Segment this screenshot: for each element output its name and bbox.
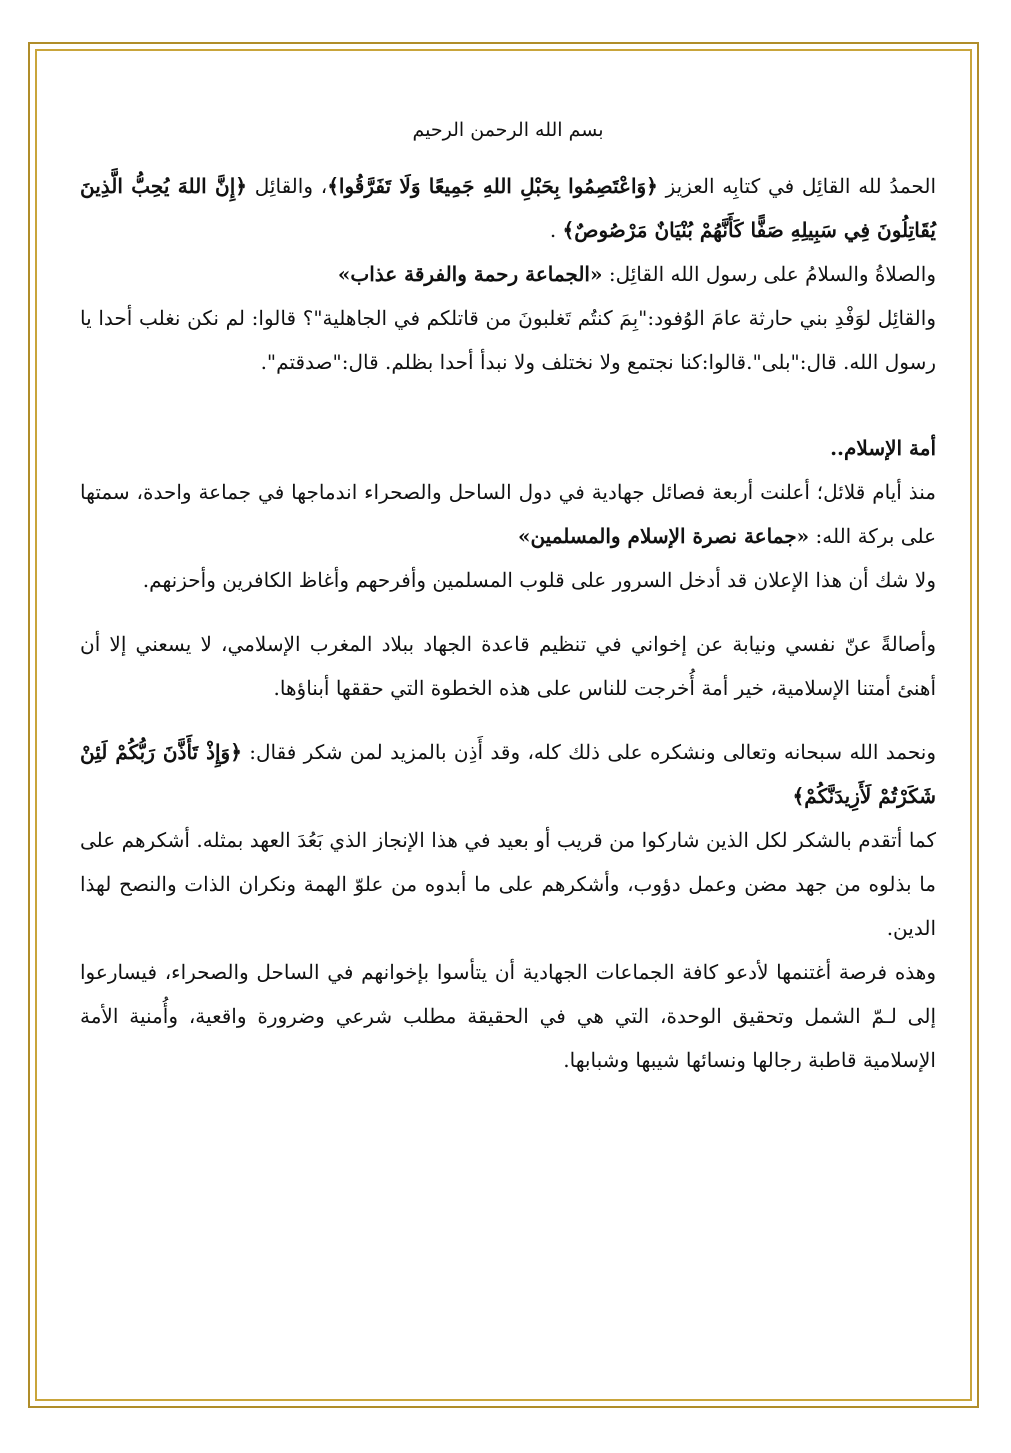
quran-verse-3: ﴿وَإِذْ تَأَذَّنَ رَبُّكُمْ لَئِنْ شَكَرْتُمْ لَأَزِيدَنَّكُمْ﴾ <box>80 740 936 808</box>
quran-verse-2: ﴿إِنَّ اللهَ يُحِبُّ الَّذِينَ يُقَاتِلُونَ فِي سَبِيلِهِ صَفًّا كَأَنَّهُمْ بُنْيَانٌ مَرْصُوصٌ﴾ <box>80 174 936 242</box>
paragraph-gratitude <box>80 730 936 818</box>
quran-verse-1: ﴿وَاعْتَصِمُوا بِحَبْلِ اللهِ جَمِيعًا وَلَا تَفَرَّقُوا﴾ <box>327 174 658 198</box>
group-name-quote: «جماعة نصرة الإسلام والمسلمين» <box>517 524 810 548</box>
spacer <box>80 710 936 730</box>
paragraph-announcement-text: منذ أيام قلائل؛ أعلنت أربعة فصائل جهادية في دول الساحل والصحراء اندماجها في جماعة واحدة، سمتها على بركة الله: <box>80 480 936 548</box>
paragraph-delegation: والقائِل لوَفْدِ بني حارثة عامَ الوُفود:"بِمَ كنتُم تَغلبونَ من قاتلكم في الجاهلية"؟ قالوا: لم نكن نغلب أحدا يا رسول الله. قال:"بلى".قالوا:كنا نجتمع ولا نختلف ولا نبدأ أحدا بظلم. قال:"صدقتم". <box>80 306 936 374</box>
paragraph-announcement <box>80 470 936 558</box>
section-heading: أمة الإسلام.. <box>830 436 936 460</box>
hadith-quote: «الجماعة رحمة والفرقة عذاب» <box>337 262 603 286</box>
spacer <box>80 602 936 622</box>
paragraph-opening-text-b: ، والقائِل <box>247 174 328 198</box>
basmala: بسم الله الرحمن الرحيم <box>412 119 604 141</box>
paragraph-opening-text-a: الحمدُ لله القائِل في كتابِه العزيز <box>657 174 936 198</box>
paragraph-opening <box>80 164 936 252</box>
paragraph-salutation-text: والصلاةُ والسلامُ على رسول الله القائِل: <box>602 262 936 286</box>
paragraph-congratulation: وأصالةً عنّ نفسي ونيابة عن إخواني في تنظيم قاعدة الجهاد ببلاد المغرب الإسلامي، لا يسعني إلا أن أهنئ أمتنا الإسلامية، خير أمة أُخرجت للناس على هذه الخطوة التي حققها أبناؤها. <box>80 632 936 700</box>
paragraph-opening-text-c: . <box>549 218 563 242</box>
paragraph-thanks: كما أتقدم بالشكر لكل الذين شاركوا من قريب أو بعيد في هذا الإنجاز الذي بَعُدَ العهد بمثله. أشكرهم على ما بذلوه من جهد مضن وعمل دؤوب، وأشكرهم على ما أبدوه من علوّ الهمة ونكران الذات والنصح لهذا الدين. <box>80 828 936 940</box>
spacer <box>80 384 936 426</box>
paragraph-joy: ولا شك أن هذا الإعلان قد أدخل السرور على قلوب المسلمين وأفرحهم وأغاظ الكافرين وأحزنهم. <box>142 568 936 592</box>
document-body <box>80 110 936 1082</box>
paragraph-gratitude-text: ونحمد الله سبحانه وتعالى ونشكره على ذلك كله، وقد أَذِن بالمزيد لمن شكر فقال: <box>241 740 936 764</box>
paragraph-call-to-unity: وهذه فرصة أغتنمها لأدعو كافة الجماعات الجهادية أن يتأسوا بإخوانهم في الساحل والصحراء، فيسارعوا إلى لـمّ الشمل وتحقيق الوحدة، التي هي في الحقيقة مطلب شرعي وضرورة واقعية، وأُمنية الأمة الإسلامية قاطبة رجالها ونسائها شيبها وشبابها. <box>80 960 936 1072</box>
paragraph-salutation <box>80 252 936 296</box>
